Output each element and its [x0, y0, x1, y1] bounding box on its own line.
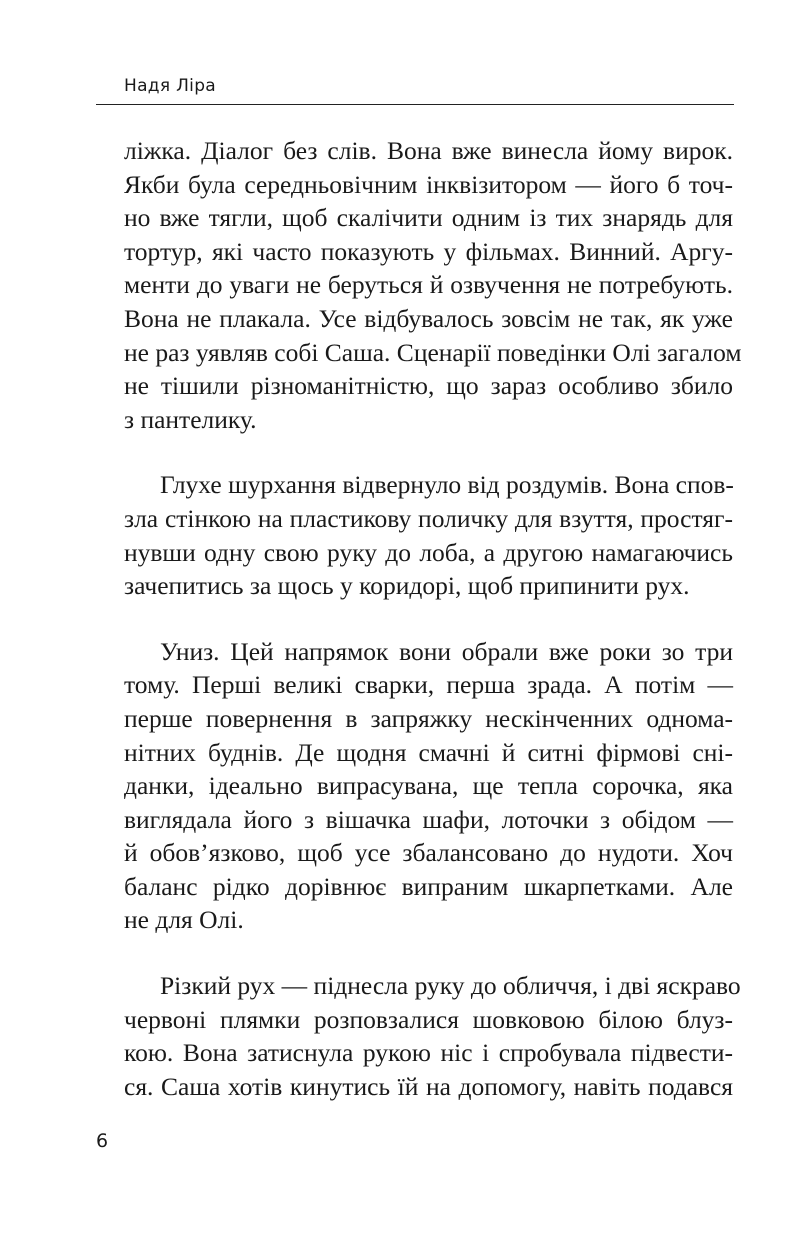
text-line: но вже тягли, щоб скалічити одним із тих знарядь для [124, 203, 733, 233]
text-line: кою. Вона затиснула рукою ніс і спробувала підвести- [124, 1038, 733, 1068]
running-head-author: Надя Ліра [124, 76, 216, 96]
page-number: 6 [96, 1130, 109, 1152]
text-line: Глухе шурхання відвернуло від роздумів. Вона спов- [160, 470, 734, 500]
text-line: не тішили різноманітністю, що зараз особливо збило [124, 371, 733, 401]
text-line: Вона не плакала. Усе відбувалось зовсім не так, як уже [124, 303, 733, 333]
text-line: баланс рідко дорівнює випраним шкарпетками. Але [124, 871, 733, 901]
text-line: виглядала його з вішачка шафи, лоточки з обідом — [124, 804, 733, 834]
text-line: ся. Саша хотів кинутись їй на допомогу, навіть подався [124, 1071, 733, 1101]
paragraph-gap [124, 937, 733, 969]
header-rule [96, 104, 734, 105]
text-line: тортур, які часто показують у фільмах. Винний. Аргу- [124, 236, 733, 266]
text-line: ліжка. Діалог без слів. Вона вже винесла йому вирок. [124, 136, 733, 165]
paragraph-gap [124, 436, 733, 468]
text-line: нувши одну свою руку до лоба, а другою намагаючись [124, 537, 733, 567]
paragraph-3 [124, 635, 733, 937]
text-line: менти до уваги не беруться й озвучення не потребують. [124, 270, 733, 300]
text-line: перше повернення в запряжку нескінченних однома- [124, 703, 733, 733]
text-line: зла стінкою на пластикову поличку для взуття, простяг- [124, 503, 733, 533]
text-line: з пантелику. [124, 404, 257, 434]
body-text [124, 134, 742, 1103]
text-line: червоні плямки розповзалися шовковою білою блуз- [124, 1004, 733, 1034]
text-line: нітних буднів. Де щодня смачні й ситні фірмові сні- [124, 737, 733, 767]
text-line: не раз уявляв собі Саша. Сценарії поведінки Олі загалом [124, 337, 742, 367]
paragraph-2 [124, 468, 733, 602]
text-line: Якби була середньовічним інквізитором — його б точ- [124, 169, 733, 199]
text-line: й обов’язково, щоб усе збалансовано до нудоти. Хоч [124, 838, 733, 868]
text-line: зачепитись за щось у коридорі, щоб припинити рух. [124, 571, 690, 601]
text-line: Різкий рух — піднесла руку до обличчя, і дві яскраво [160, 971, 741, 1001]
text-line: не для Олі. [124, 905, 244, 935]
paragraph-gap [124, 603, 733, 635]
text-line: Униз. Цей напрямок вони обрали вже роки зо три [160, 636, 733, 666]
paragraph-1 [124, 134, 742, 436]
text-line: тому. Перші великі сварки, перша зрада. А потім — [124, 670, 733, 700]
text-line: данки, ідеально випрасувана, ще тепла сорочка, яка [124, 771, 733, 801]
paragraph-4 [124, 969, 741, 1103]
